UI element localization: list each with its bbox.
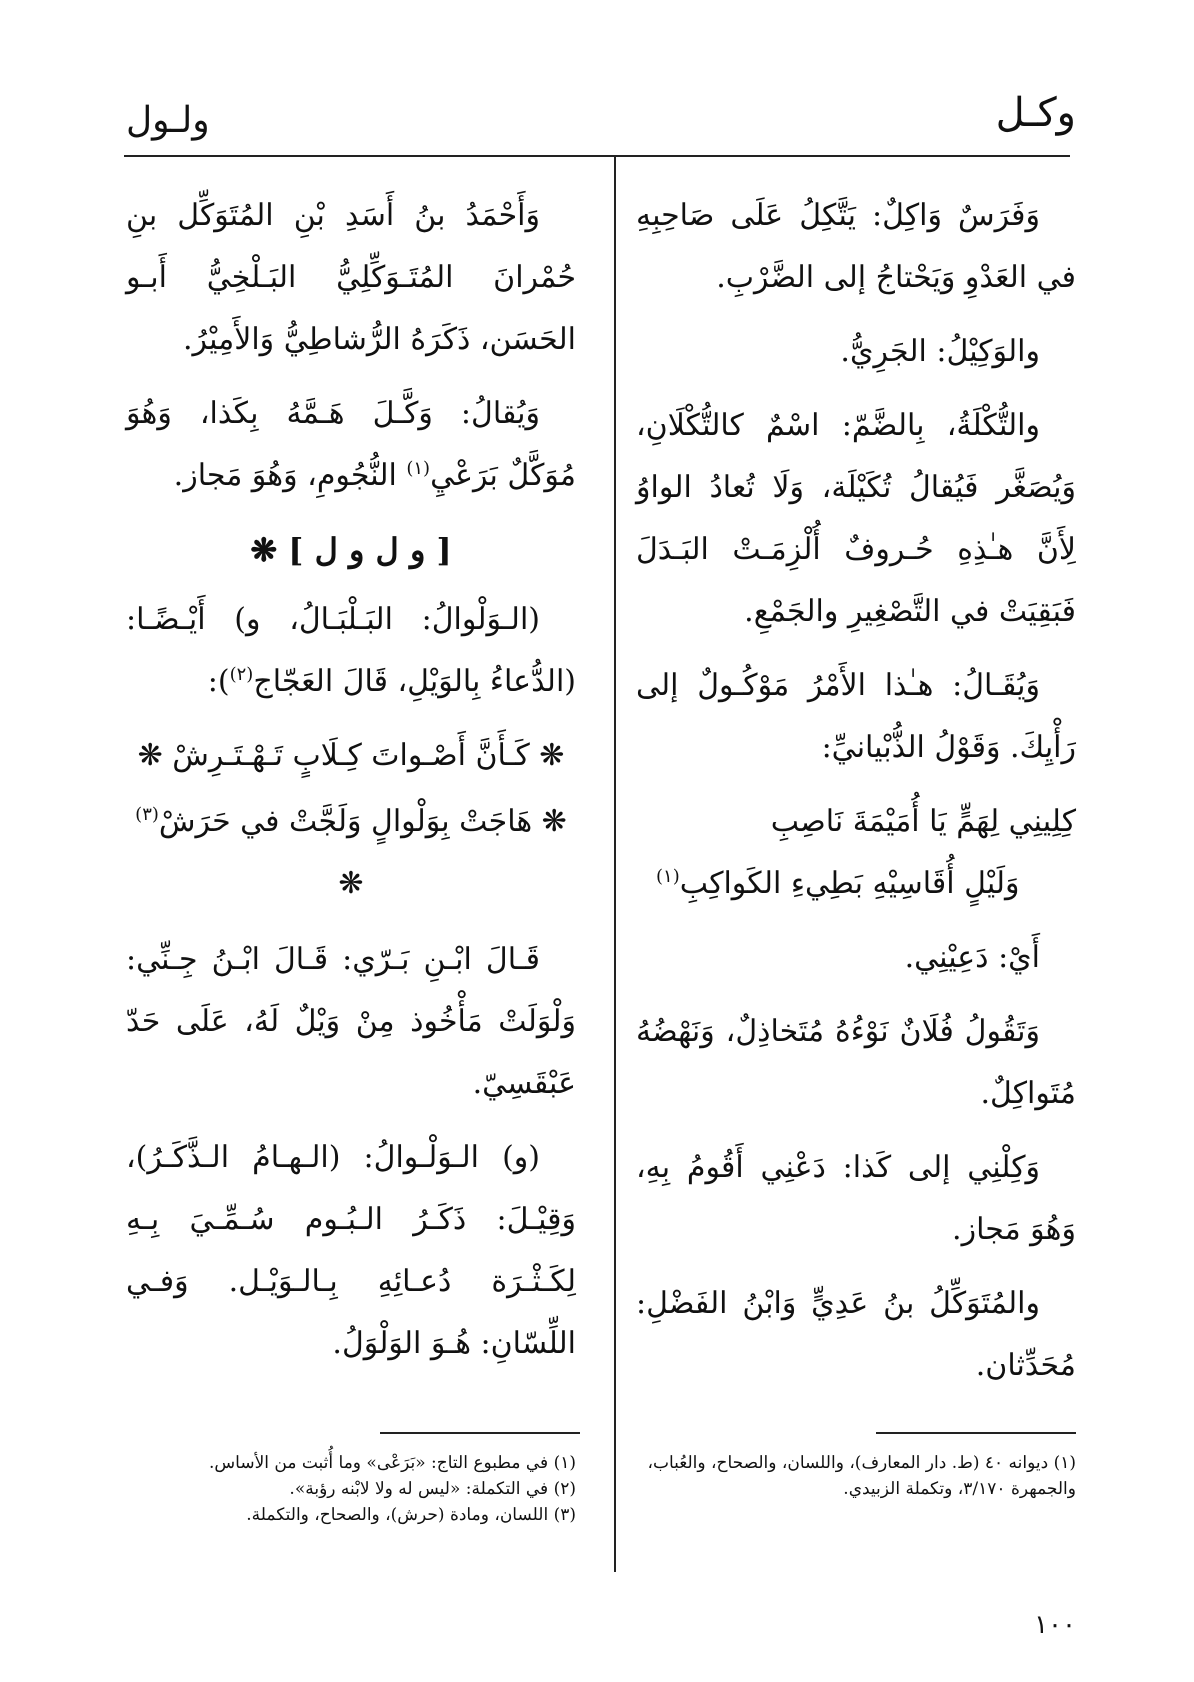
page-header-right: وكـل	[995, 90, 1076, 136]
footnote: (١) ديوانه ٤٠ (ط. دار المعارف)، واللسان، والصحاح، والعُباب، والجمهرة ٣/١٧٠، وتكملة الزبيدي.	[647, 1453, 1076, 1499]
page-number: ١٠٠	[1034, 1610, 1076, 1640]
footnote-rule-right	[876, 1432, 1076, 1434]
paragraph: والتُّكْلَةُ، بِالضَّمّ: اسْمٌ كالتُّكْلَانِ، وَيُصَغَّر فَيُقالُ تُكَيْلَة، وَلَا تُعادُ الواوُ لِأَنَّ هـٰذِهِ حُـروفٌ أُلْزِمَـتْ البَـدَلَ فَبَقِيَتْ في التَّصْغِيرِ والجَمْعِ.	[636, 408, 1076, 629]
verse-text: وَلَيْلٍ أُقَاسِيْهِ بَطِيءِ الكَواكِبِ	[679, 866, 1020, 901]
paragraph: وَأَحْمَدُ بنُ أَسَدِ بْنِ المُتَوَكِّل بنِ حُمْرانَ المُتَـوَكِّلِيُّ البَـلْخِيُّ أَبـو الحَسَن، ذَكَرَهُ الرُّشاطِيُّ وَالأَمِيْرُ.	[126, 198, 576, 357]
section-heading: [ و ل و ل ] ❋	[250, 531, 452, 569]
paragraph: وَيُقَـالُ: هـٰذا الأَمْرُ مَوْكُـولٌ إلى رَأْيِكَ. وَقَوْلُ الذُّبْيانيِّ:	[636, 668, 1076, 765]
footnote-mark: (٢)	[229, 664, 254, 685]
paragraph: وَكِلْنِي إلى كَذا: دَعْنِي أَقُومُ بِهِ، وَهُوَ مَجاز.	[636, 1150, 1076, 1247]
paragraph-text: (الـوَلْوالُ: البَـلْبَـالُ، و) أَيْـضًـا: (الدُّعاءُ بِالوَيْلِ، قَالَ العَجّاج	[126, 602, 576, 699]
right-column	[636, 185, 1076, 1409]
footnote: (٣) اللسان، ومادة (حرش)، والصحاح، والتكملة.	[246, 1505, 576, 1525]
verse-line	[636, 791, 1076, 853]
paragraph-text: وَيُقالُ: وَكَّـلَ هَـمَّهُ بِكَذا، وَهُوَ مُوَكَّلٌ بَرَعْيِ	[126, 396, 576, 493]
footnotes-right	[636, 1450, 1076, 1502]
verse-line	[636, 853, 1076, 915]
paragraph: وَفَرَسٌ وَاكِلٌ: يَتَّكِلُ عَلَى صَاحِبِهِ في العَدْوِ وَيَحْتاجُ إلى الضَّرْبِ.	[636, 198, 1076, 295]
footnote-rule-left	[380, 1432, 580, 1434]
paragraph-text: النُّجُومِ، وَهُوَ مَجاز.	[173, 458, 407, 493]
paragraph: والوَكِيْلُ: الجَرِيُّ.	[840, 334, 1040, 369]
page-header-left: ولـول	[126, 100, 210, 141]
paragraph: قَـالَ ابْـنِ بَـرّي: قَـالَ ابْـنُ جِـنِّي: وَلْوَلَتْ مَأْخُوذ مِنْ وَيْلٌ لَهُ، عَلَى حَدّ عَبْقَسِيّ.	[126, 942, 576, 1101]
left-column	[126, 185, 576, 1387]
paragraph-text: ):	[207, 664, 230, 699]
footnote: (١) في مطبوع التاج: «بَرَعْى» وما أُثبت من الأساس.	[208, 1453, 576, 1473]
footnotes-left	[126, 1450, 576, 1528]
paragraph	[126, 589, 576, 713]
footnote-mark: (٣)	[135, 804, 159, 825]
paragraph	[126, 383, 576, 507]
verse-text: ❋ هَاجَتْ بِوَلْوالٍ وَلَجَّتْ في حَرَشْ	[158, 804, 567, 839]
footnote-mark: (١)	[656, 866, 680, 887]
footnote: (٢) في التكملة: «ليس له ولا لابْنه رؤبة».	[289, 1479, 576, 1499]
verse-text: ❋	[338, 866, 364, 901]
footnote-mark: (١)	[406, 458, 431, 479]
verse-line: ❋ كَـأَنَّ أَصْـواتَ كِـلَابٍ تَـهْـتَـرِشْ ❋	[137, 738, 565, 773]
verse-line	[126, 791, 576, 915]
paragraph: (و) الـوَلْـوالُ: (الـهـامُ الـذَّكَـرُ)، وَقِيْـلَ: ذَكَـرُ الـبُـوم سُـمِّـيَ بِـهِ لِكَـثْـرَة دُعـائِهِ بِـالـوَيْـل. وَفـي اللِّسّانِ: هُـوَ الوَلْوَلُ.	[126, 1140, 576, 1361]
column-divider	[614, 157, 616, 1572]
paragraph: وَتَقُولُ فُلَانٌ نَوْءُهُ مُتَخاذِلٌ، وَنَهْضُهُ مُتَواكِلٌ.	[636, 1014, 1076, 1111]
verse-text: كِلِينِي لِهَمٍّ يَا أُمَيْمَةَ نَاصِبِ	[770, 804, 1076, 839]
paragraph: أَيْ: دَعِيْنِي.	[904, 940, 1040, 975]
header-rule	[124, 155, 1070, 157]
paragraph: والمُتَوَكِّلُ بنُ عَدِيٍّ وَابْنُ الفَضْلِ: مُحَدِّثان.	[636, 1286, 1076, 1383]
